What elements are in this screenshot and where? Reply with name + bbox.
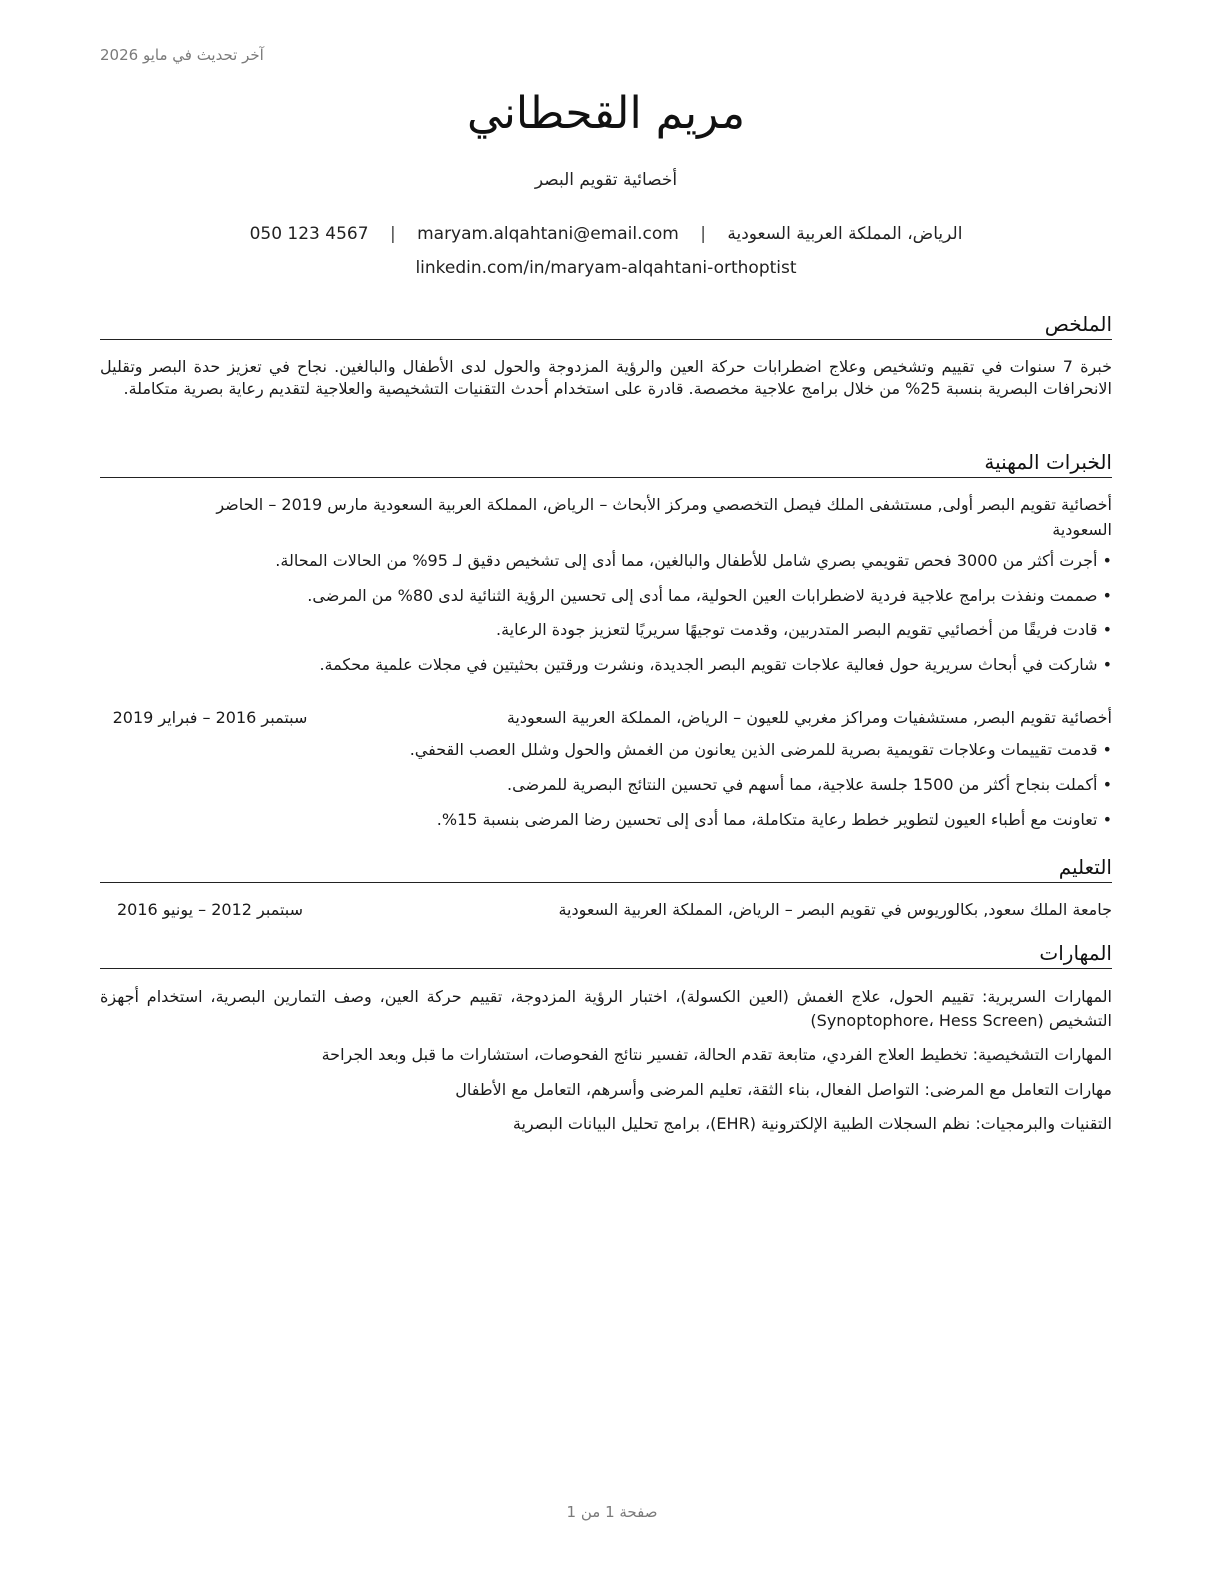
job-bullet: • شاركت في أبحاث سريرية حول فعالية علاجات تقويم البصر الجديدة، ونشرت ورقتين بحثيتين في مجلات علمية محكمة. (319, 655, 1112, 674)
job-bullet: • قدمت تقييمات وعلاجات تقويمية بصرية للمرضى الذين يعانون من الغمش والحول وشلل العصب القحفي. (409, 740, 1112, 759)
email-link[interactable]: maryam.alqahtani@email.com (417, 224, 679, 244)
education-dates: سبتمبر 2012 – يونيو 2016 (116, 900, 304, 919)
linkedin-link[interactable]: linkedin.com/in/maryam-alqahtani-orthoptist (415, 258, 797, 278)
education-entry: جامعة الملك سعود, بكالوريوس في تقويم البصر – الرياض، المملكة العربية السعودية (558, 900, 1112, 919)
resume-page (100, 0, 1112, 1584)
contact-separator: | (389, 224, 396, 244)
skills-tech: التقنيات والبرمجيات: نظم السجلات الطبية الإلكترونية (EHR)، برامج تحليل البيانات البصرية (512, 1114, 1112, 1133)
job-bullet: • صممت ونفذت برامج علاجية فردية لاضطرابات العين الحولية، مما أدى إلى تحسين الرؤية الثنائية لدى 80% من المرضى. (307, 586, 1112, 605)
job-bullet: • تعاونت مع أطباء العيون لتطوير خطط رعاية متكاملة، مما أدى إلى تحسين رضا المرضى بنسبة 15%. (436, 810, 1112, 829)
skills-patient: مهارات التعامل مع المرضى: التواصل الفعال، بناء الثقة، تعليم المرضى وأسرهم، التعامل مع الأطفال (455, 1080, 1112, 1099)
candidate-name: مريم القحطاني (466, 88, 746, 139)
job-dates: سبتمبر 2016 – فبراير 2019 (112, 708, 308, 727)
contact-separator: | (700, 224, 706, 244)
phone-number: 050 123 4567 (249, 224, 369, 244)
job-bullet: • قادت فريقًا من أخصائيي تقويم البصر المتدربين، وقدمت توجيهًا سريريًا لتعزيز جودة الرعاية. (496, 620, 1112, 639)
section-title-summary: الملخص (100, 311, 1112, 340)
job-bullet: • أكملت بنجاح أكثر من 1500 جلسة علاجية، مما أسهم في تحسين النتائج البصرية للمرضى. (507, 775, 1112, 794)
section-title-skills: المهارات (100, 940, 1112, 969)
contact-line (100, 224, 1112, 244)
job-heading: أخصائية تقويم البصر, مستشفيات ومراكز مغربي للعيون – الرياض، المملكة العربية السعودية (506, 708, 1112, 727)
location-text: الرياض، المملكة العربية السعودية (727, 224, 963, 244)
education-row (100, 898, 1112, 922)
page-number: صفحة 1 من 1 (566, 1503, 658, 1521)
summary-text: خبرة 7 سنوات في تقييم وتشخيص وعلاج اضطرابات حركة العين والرؤية المزدوجة والحول لدى الأطفال والبالغين. نجاح في تعزيز حدة البصر وتقليل الانحرافات البصرية بنسبة 25% من خلال برامج علاجية مخصصة. قادرة على استخدام أحدث التقنيات التشخيصية والعلاجية لتقديم رعاية بصرية متكاملة. (100, 357, 1113, 398)
skills-diagnostic: المهارات التشخيصية: تخطيط العلاج الفردي، متابعة تقدم الحالة، تفسير نتائج الفحوصات، استشارات ما قبل وبعد الجراحة (321, 1045, 1112, 1064)
section-title-experience: الخبرات المهنية (100, 449, 1112, 478)
section-title-education: التعليم (100, 854, 1112, 883)
job-heading-row (100, 706, 1112, 730)
job-bullet: • أجرت أكثر من 3000 فحص تقويمي بصري شامل للأطفال والبالغين، مما أدى إلى تشخيص دقيق لـ 95% من الحالات المحالة. (275, 551, 1112, 570)
job-heading: أخصائية تقويم البصر أولى, مستشفى الملك فيصل التخصصي ومركز الأبحاث – الرياض، المملكة العربية السعودية مارس 2019 – الحاضر (216, 495, 1112, 514)
last-updated-note: آخر تحديث في مايو 2026 (100, 46, 264, 64)
job-heading-continued: السعودية (1052, 520, 1112, 539)
skills-clinical: المهارات السريرية: تقييم الحول، علاج الغمش (العين الكسولة)، اختبار الرؤية المزدوجة، تقييم حركة العين، وصف التمارين البصرية، استخدام أجهزة التشخيص (Synoptophore، Hess Screen) (100, 987, 1112, 1030)
candidate-role: أخصائية تقويم البصر (534, 170, 678, 190)
